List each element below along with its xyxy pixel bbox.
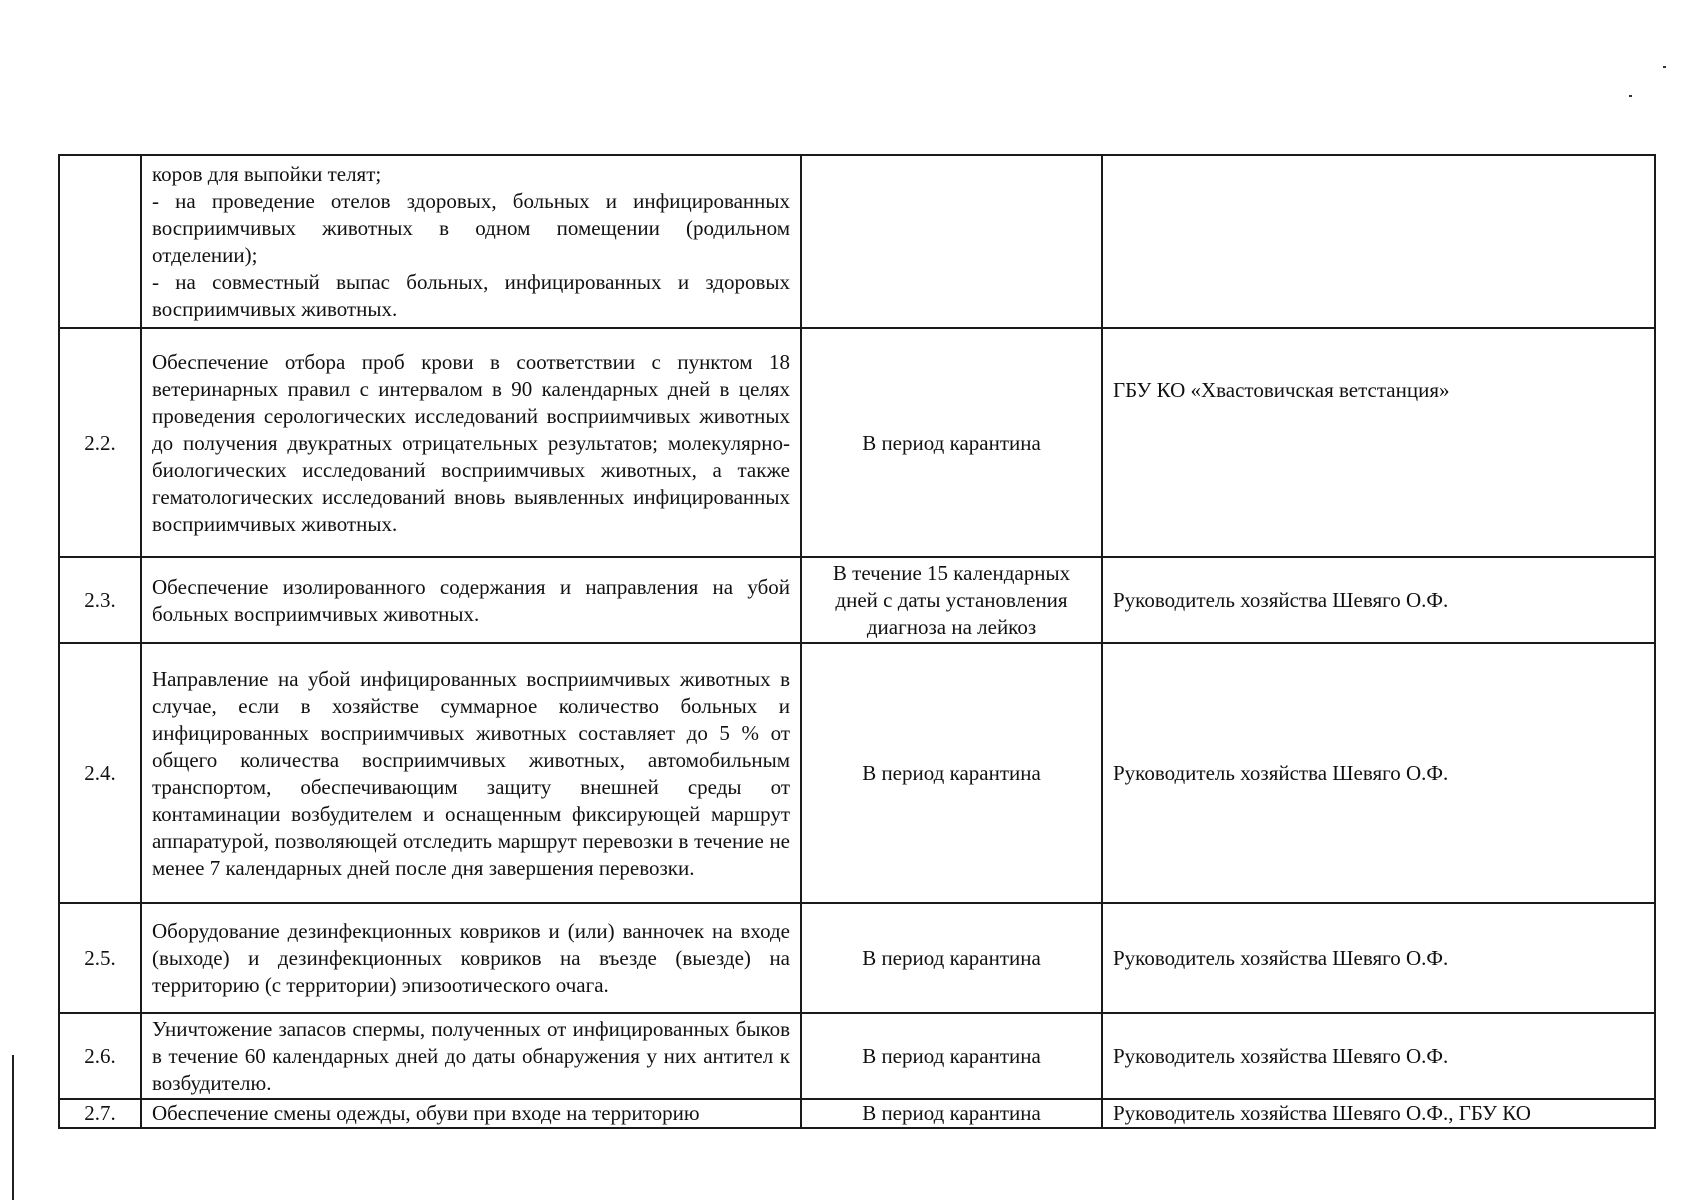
term-text — [801, 155, 1102, 328]
responsible-text: Руководитель хозяйства Шевяго О.Ф. — [1102, 557, 1655, 643]
term-text: В период карантина — [801, 643, 1102, 903]
table-row — [59, 328, 1655, 557]
term-text: В период карантина — [801, 903, 1102, 1013]
row-number: 2.7. — [59, 1099, 141, 1128]
responsible-text: Руководитель хозяйства Шевяго О.Ф., ГБУ КО — [1102, 1099, 1655, 1128]
table-row — [59, 1013, 1655, 1099]
scan-speck — [1663, 66, 1666, 68]
measures-table — [58, 154, 1656, 1129]
term-text: В течение 15 календарных дней с даты установления диагноза на лейкоз — [801, 557, 1102, 643]
row-number: 2.6. — [59, 1013, 141, 1099]
measure-text: Обеспечение смены одежды, обуви при входе на территорию — [141, 1099, 801, 1128]
row-number: 2.2. — [59, 328, 141, 557]
responsible-text: Руководитель хозяйства Шевяго О.Ф. — [1102, 1013, 1655, 1099]
measure-text: Уничтожение запасов спермы, полученных от инфицированных быков в течение 60 календарных дней до даты обнаружения у них антител к возбудителю. — [141, 1013, 801, 1099]
scan-margin-line — [12, 1055, 14, 1200]
responsible-text: ГБУ КО «Хвастовичская ветстанция» — [1102, 328, 1655, 557]
term-text: В период карантина — [801, 1013, 1102, 1099]
responsible-text: Руководитель хозяйства Шевяго О.Ф. — [1102, 643, 1655, 903]
row-number: 2.5. — [59, 903, 141, 1013]
table-row — [59, 557, 1655, 643]
row-number — [59, 155, 141, 328]
responsible-text: Руководитель хозяйства Шевяго О.Ф. — [1102, 903, 1655, 1013]
measure-text: Обеспечение отбора проб крови в соответствии с пунктом 18 ветеринарных правил с интервалом в 90 календарных дней в целях проведения серологических исследований восприимчивых животных до получения двукратных отрицательных результатов; молекулярно-биологических исследований восприимчивых животных, а также гематологических исследований вновь выявленных инфицированных восприимчивых животных. — [141, 328, 801, 557]
scan-speck — [1629, 95, 1632, 97]
table-row — [59, 1099, 1655, 1128]
term-text: В период карантина — [801, 1099, 1102, 1128]
measure-text: Направление на убой инфицированных восприимчивых животных в случае, если в хозяйстве суммарное количество больных и инфицированных восприимчивых животных составляет до 5 % от общего количества восприимчивых животных, автомобильным транспортом, обеспечивающим защиту внешней среды от контаминации возбудителем и оснащенным фиксирующей маршрут аппаратурой, позволяющей отследить маршрут перевозки в течение не менее 7 календарных дней после дня завершения перевозки. — [141, 643, 801, 903]
table-row — [59, 155, 1655, 328]
row-number: 2.3. — [59, 557, 141, 643]
measure-text: коров для выпойки телят; - на проведение отелов здоровых, больных и инфицированных восприимчивых животных в одном помещении (родильном отделении); - на совместный выпас больных, инфицированных и здоровых восприимчивых животных. — [141, 155, 801, 328]
table-row — [59, 643, 1655, 903]
responsible-text — [1102, 155, 1655, 328]
measure-text: Оборудование дезинфекционных ковриков и (или) ванночек на входе (выходе) и дезинфекционных ковриков на въезде (выезде) на территорию (с территории) эпизоотического очага. — [141, 903, 801, 1013]
term-text: В период карантина — [801, 328, 1102, 557]
measure-text: Обеспечение изолированного содержания и направления на убой больных восприимчивых животных. — [141, 557, 801, 643]
row-number: 2.4. — [59, 643, 141, 903]
table-row — [59, 903, 1655, 1013]
